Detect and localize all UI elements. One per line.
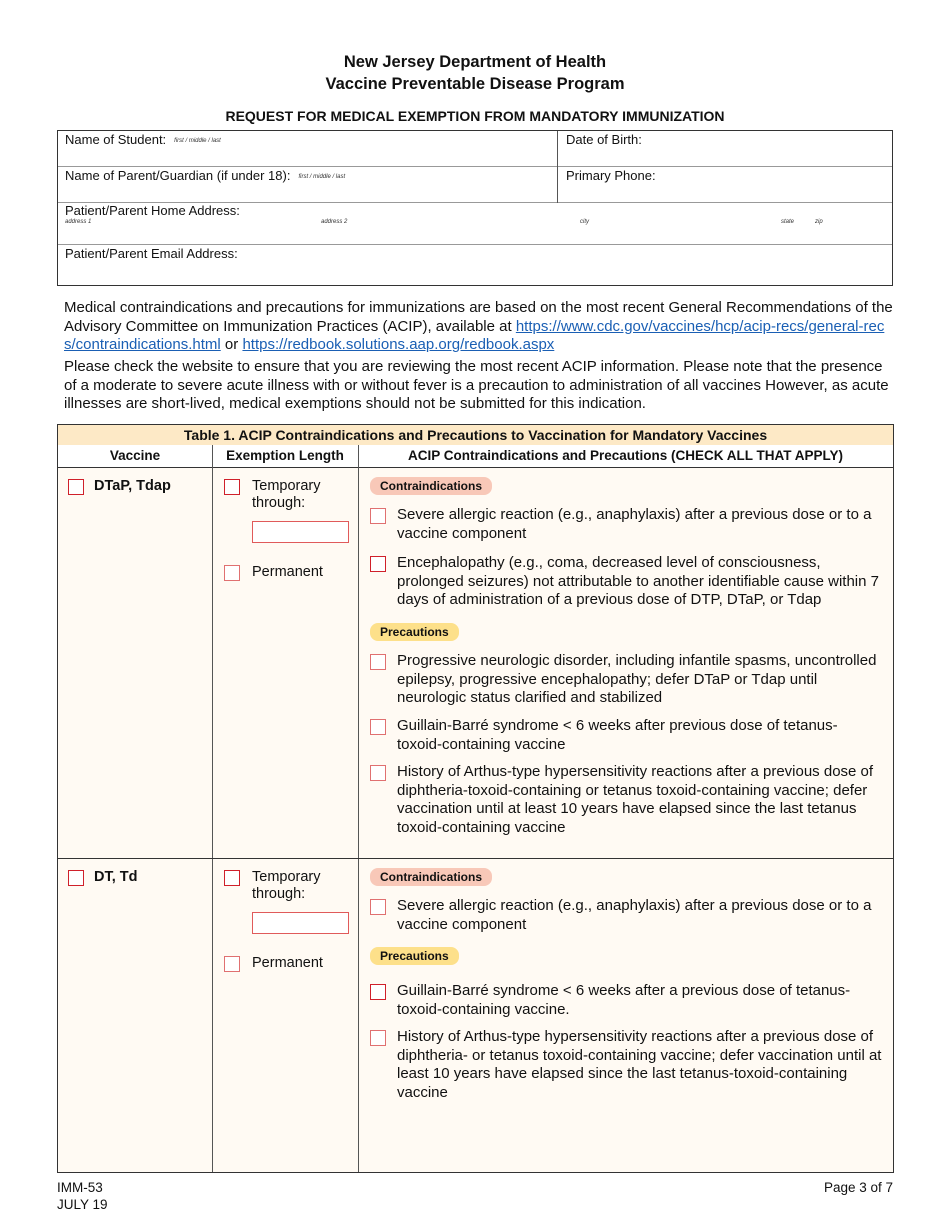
divider [358,445,359,1172]
temporary-date-input[interactable] [252,912,349,934]
condition-checkbox[interactable] [370,765,386,781]
intro-paragraph [64,299,894,355]
city-hint: city [580,219,589,225]
permanent-label: Permanent [252,564,323,580]
address2-hint: address 2 [321,219,348,225]
divider [557,167,558,203]
col-header-acip: ACIP Contraindications and Precautions (CHECK ALL THAT APPLY) [358,445,893,468]
contraindications-badge: Contraindications [370,868,492,886]
col-header-length: Exemption Length [212,445,358,468]
temporary-label: Temporary [252,478,321,494]
temporary-checkbox[interactable] [224,870,240,886]
condition-text: History of Arthus-type hypersensitivity reactions after a previous dose of diphtheria-toxoid-containing or tetanus toxoid-containing vaccine; defer vaccination until at least 10 years have elapsed since the last tetanus toxoid-containing vaccine [397,763,874,836]
student-name-label: Name of Student: [65,132,167,147]
parent-name-field[interactable] [58,183,557,201]
temporary-checkbox[interactable] [224,479,240,495]
parent-name-hint: first / middle / last [298,174,346,180]
parent-row [58,167,892,203]
page-number: Page 3 of 7 [823,1180,893,1195]
condition-text: History of Arthus-type hypersensitivity reactions after a previous dose of diphtheria- or tetanus toxoid-containing vaccine; defer vaccination until at least 10 years have elapsed since the last tetanus-toxoid-containing vaccine [397,1028,882,1101]
phone-field[interactable] [559,183,893,201]
condition-checkbox[interactable] [370,556,386,572]
student-name-hint: first / middle / last [174,138,221,144]
permanent-label: Permanent [252,955,323,971]
form-title: REQUEST FOR MEDICAL EXEMPTION FROM MANDATORY IMMUNIZATION [225,108,725,124]
condition-text: Severe allergic reaction (e.g., anaphylaxis) after a previous dose or to a vaccine component [397,506,872,542]
dob-label: Date of Birth: [566,132,642,147]
condition-text: Severe allergic reaction (e.g., anaphylaxis) after a previous dose or to a vaccine component [397,897,872,933]
temporary-date-input[interactable] [252,521,349,543]
email-field[interactable] [58,262,893,285]
student-row [58,131,892,167]
divider [58,858,893,859]
email-row [58,245,892,286]
through-label: through: [252,886,306,902]
condition-checkbox[interactable] [370,654,386,670]
dob-field[interactable] [559,147,893,165]
precautions-badge: Precautions [370,623,459,641]
parent-name-label: Name of Parent/Guardian (if under 18): [65,168,291,183]
or-text: or [220,336,243,353]
condition-text: Guillain-Barré syndrome < 6 weeks after previous dose of tetanus-toxoid-containing vaccine [397,717,838,753]
cdc-link[interactable]: https://www.cdc.gov/vaccines/hcp/acip-recs/general-recs/contraindications.html [64,317,885,353]
condition-checkbox[interactable] [370,984,386,1000]
vaccine-name: DTaP, Tdap [94,478,171,494]
address-row [58,203,892,245]
vaccine-checkbox[interactable] [68,870,84,886]
vaccine-checkbox[interactable] [68,479,84,495]
department-title: New Jersey Department of Health [343,53,607,71]
intro-text: Medical contraindications and precautions for immunizations are based on the most recent General Recommendations of the Advisory Committee on Immunization Practices (ACIP), available at [64,299,893,335]
vaccine-table [57,424,894,1173]
address1-hint: address 1 [65,219,92,225]
permanent-checkbox[interactable] [224,956,240,972]
form-id: IMM-53 [57,1180,103,1195]
condition-checkbox[interactable] [370,719,386,735]
program-title: Vaccine Preventable Disease Program [325,75,625,93]
condition-checkbox[interactable] [370,508,386,524]
table-title: Table 1. ACIP Contraindications and Precautions to Vaccination for Mandatory Vaccines [58,425,893,446]
temporary-label: Temporary [252,869,321,885]
contraindications-badge: Contraindications [370,477,492,495]
form-date: JULY 19 [57,1197,108,1212]
condition-text: Encephalopathy (e.g., coma, decreased level of consciousness, prolonged seizures) not attributable to another identifiable cause within 7 days of administration of a previous dose of DTP, DTaP, or Tdap [397,554,879,608]
phone-label: Primary Phone: [566,168,656,183]
divider [557,131,558,167]
condition-text: Guillain-Barré syndrome < 6 weeks after a previous dose of tetanus-toxoid-containing vaccine. [397,982,851,1018]
col-header-vaccine: Vaccine [58,445,212,468]
vaccine-name: DT, Td [94,869,138,885]
student-name-field[interactable] [58,147,557,165]
through-label: through: [252,495,306,511]
zip-hint: zip [815,219,823,225]
address-field[interactable] [58,227,893,243]
permanent-checkbox[interactable] [224,565,240,581]
condition-checkbox[interactable] [370,899,386,915]
email-label: Patient/Parent Email Address: [65,246,238,261]
state-hint: state [781,219,795,225]
note-paragraph: Please check the website to ensure that you are reviewing the most recent ACIP information. Please note that the presence of a moderate to severe acute illness with or without fever is a precaution to administration of all vaccines However, as acute illnesses are short-lived, medical exemptions should not be submitted for this indication. [64,358,889,412]
redbook-link[interactable]: https://redbook.solutions.aap.org/redbook.aspx [242,336,555,353]
patient-info-form [57,130,893,286]
precautions-badge: Precautions [370,947,459,965]
condition-text: Progressive neurologic disorder, including infantile spasms, uncontrolled epilepsy, progressive encephalopathy; defer DTaP or Tdap until neurologic status clarified and stabilized [397,652,877,706]
address-label: Patient/Parent Home Address: [65,203,240,218]
divider [212,445,213,1172]
condition-checkbox[interactable] [370,1030,386,1046]
